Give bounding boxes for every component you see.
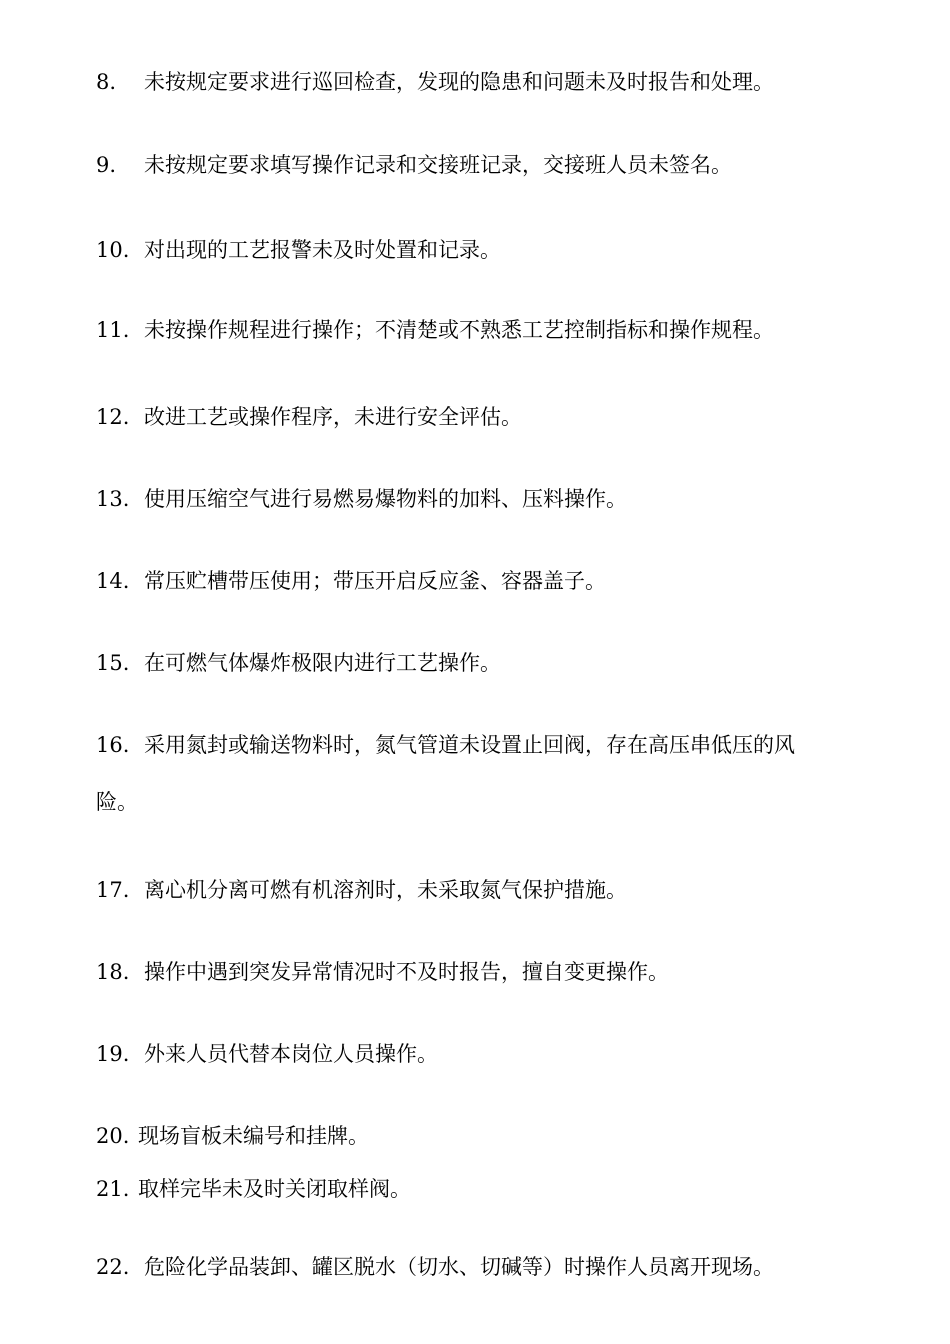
list-item [96, 318, 856, 343]
item-text: 采用氮封或输送物料时，氮气管道未设置止回阀，存在高压串低压的风 [144, 733, 795, 757]
list-item [96, 153, 856, 178]
item-text-continuation: 险。 [96, 790, 138, 814]
list-item [96, 878, 856, 903]
item-number: 14. [96, 569, 130, 593]
item-number: 11. [96, 318, 130, 342]
list-item [96, 1042, 856, 1067]
item-text: 未按规定要求进行巡回检查，发现的隐患和问题未及时报告和处理。 [144, 70, 774, 94]
item-number: 17. [96, 878, 130, 902]
list-item [96, 960, 856, 985]
list-item [96, 487, 856, 512]
list-item [96, 1124, 856, 1149]
list-item [96, 238, 856, 263]
list-item [96, 733, 856, 758]
item-number: 19. [96, 1042, 130, 1066]
item-text: 改进工艺或操作程序，未进行安全评估。 [144, 405, 522, 429]
item-number: 8. [96, 70, 117, 94]
item-number: 18. [96, 960, 130, 984]
item-text: 危险化学品装卸、罐区脱水（切水、切碱等）时操作人员离开现场。 [144, 1255, 774, 1279]
item-number: 12. [96, 405, 130, 429]
item-number: 22. [96, 1255, 130, 1279]
item-text: 使用压缩空气进行易燃易爆物料的加料、压料操作。 [144, 487, 627, 511]
list-item [96, 1177, 856, 1202]
list-item [96, 1255, 856, 1280]
list-item [96, 405, 856, 430]
item-text: 对出现的工艺报警未及时处置和记录。 [144, 238, 501, 262]
item-number: 13. [96, 487, 130, 511]
item-text: 未按操作规程进行操作；不清楚或不熟悉工艺控制指标和操作规程。 [144, 318, 774, 342]
item-text: 操作中遇到突发异常情况时不及时报告，擅自变更操作。 [144, 960, 669, 984]
item-text: 现场盲板未编号和挂牌。 [138, 1124, 369, 1148]
item-text: 离心机分离可燃有机溶剂时，未采取氮气保护措施。 [144, 878, 627, 902]
item-number: 9. [96, 153, 117, 177]
item-number: 20. [96, 1124, 130, 1148]
list-item [96, 651, 856, 676]
item-number: 10. [96, 238, 130, 262]
item-text: 未按规定要求填写操作记录和交接班记录，交接班人员未签名。 [144, 153, 732, 177]
list-item [96, 70, 856, 95]
item-text: 在可燃气体爆炸极限内进行工艺操作。 [144, 651, 501, 675]
item-number: 16. [96, 733, 130, 757]
item-text: 常压贮槽带压使用；带压开启反应釜、容器盖子。 [144, 569, 606, 593]
item-number: 21. [96, 1177, 130, 1201]
item-number: 15. [96, 651, 130, 675]
item-text: 取样完毕未及时关闭取样阀。 [138, 1177, 411, 1201]
list-item [96, 569, 856, 594]
item-text: 外来人员代替本岗位人员操作。 [144, 1042, 438, 1066]
